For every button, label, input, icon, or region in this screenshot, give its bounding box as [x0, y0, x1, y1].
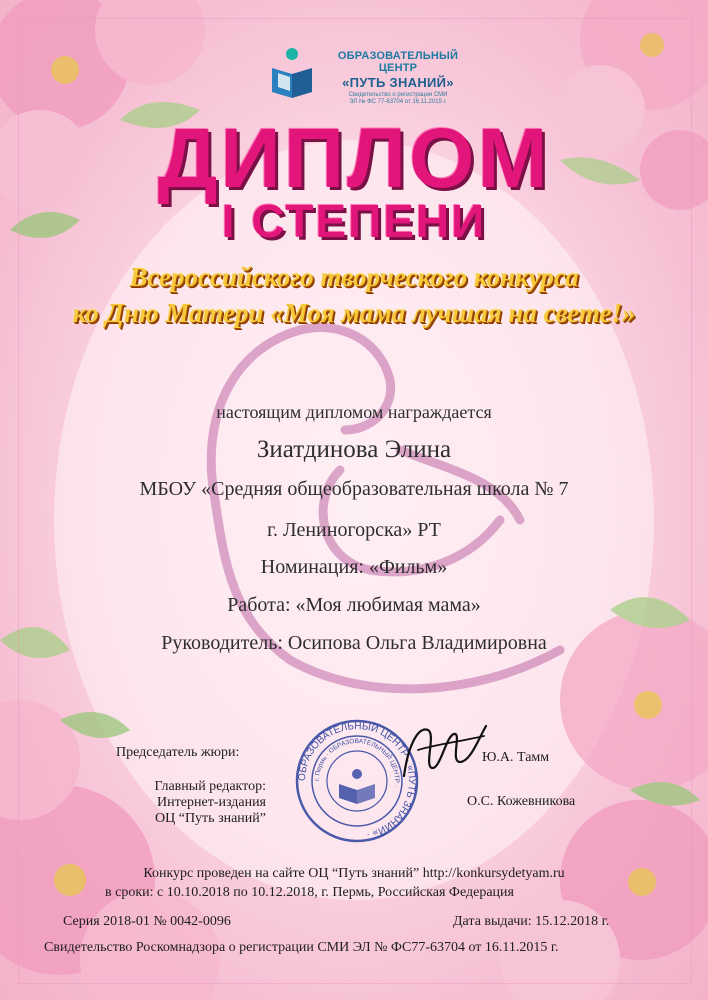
- issue-date: Дата выдачи: 15.12.2018 г.: [453, 914, 610, 929]
- editor-name: О.С. Кожевникова: [467, 794, 576, 809]
- editor-label-line-3: ОЦ “Путь знаний”: [155, 811, 266, 826]
- editor-label-line-1: Главный редактор:: [154, 779, 266, 794]
- logo-org-name: «ПУТЬ ЗНАНИЙ»: [342, 75, 454, 90]
- stamp-outer-text: ОБРАЗОВАТЕЛЬНЫЙ ЦЕНТР · «ПУТЬ ЗНАНИЙ» ·: [296, 720, 418, 841]
- jury-chair-name: Ю.А. Тамм: [482, 750, 550, 765]
- supervisor: Руководитель: Осипова Ольга Владимировна: [161, 632, 547, 654]
- contest-title-line-1: Всероссийского творческого конкурса: [129, 262, 579, 292]
- jury-chair-label: Председатель жюри:: [116, 745, 240, 760]
- diploma-title: ДИПЛОМ: [157, 111, 551, 205]
- logo-registration: [323, 92, 473, 106]
- logo-org-type: ОБРАЗОВАТЕЛЬНЫЙ ЦЕНТР: [337, 50, 459, 74]
- stamp-inner-text: г. Пермь · ОБРАЗОВАТЕЛЬНЫЙ ЦЕНТР ·: [313, 737, 401, 788]
- media-registration: Свидетельство Роскомнадзора о регистрации СМИ ЭЛ № ФС77-63704 от 16.11.2015 г.: [44, 940, 559, 955]
- footer-site-line: Конкурс проведен на сайте ОЦ “Путь знаний” http://konkursydetyam.ru: [143, 866, 565, 881]
- editor-label: [116, 779, 266, 827]
- diploma-degree: I СТЕПЕНИ: [221, 195, 487, 247]
- nomination: Номинация: «Фильм»: [260, 556, 448, 578]
- editor-label-line-2: Интернет-издания: [157, 795, 266, 810]
- award-intro: настоящим дипломом награждается: [216, 402, 492, 422]
- school-line-2: г. Лениногорска» РТ: [267, 519, 441, 541]
- contest-title-line-2: ко Дню Матери «Моя мама лучшая на свете!»: [72, 298, 636, 328]
- footer-dates-line: в сроки: с 10.10.2018 по 10.12.2018, г. Пермь, Российская Федерация: [105, 885, 514, 900]
- handwritten-signature: [398, 716, 488, 788]
- recipient-name: Зиатдинова Элина: [256, 436, 452, 463]
- school-line-1: МБОУ «Средняя общеобразовательная школа № 7: [139, 478, 569, 500]
- logo-registration-line-2: ЭЛ № ФС 77-63704 от 16.11.2015 г.: [349, 98, 447, 105]
- work-title: Работа: «Моя любимая мама»: [227, 594, 481, 616]
- diploma-series: Серия 2018-01 № 0042-0096: [63, 914, 231, 929]
- logo-text: [323, 50, 473, 106]
- logo-registration-line-1: Свидетельство о регистрации СМИ: [348, 92, 448, 98]
